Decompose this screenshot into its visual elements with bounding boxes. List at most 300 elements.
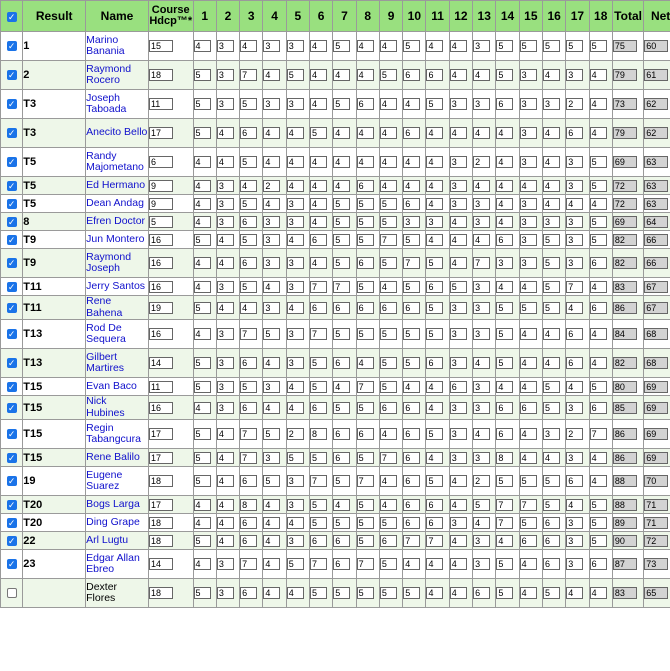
- hole-score-input[interactable]: 4: [543, 180, 560, 192]
- hole-score-input[interactable]: 5: [194, 381, 211, 393]
- hole-score-input[interactable]: 3: [520, 98, 537, 110]
- hole-score-input[interactable]: 5: [310, 381, 327, 393]
- hole-score-input[interactable]: 6: [496, 428, 513, 440]
- hole-score-input[interactable]: 3: [520, 156, 537, 168]
- hole-score-input[interactable]: 5: [310, 499, 327, 511]
- row-checkbox[interactable]: ✓: [7, 559, 16, 570]
- hole-score-input[interactable]: 4: [263, 558, 280, 570]
- hole-score-input[interactable]: 3: [473, 402, 490, 414]
- hole-score-input[interactable]: 7: [240, 69, 257, 81]
- hole-score-input[interactable]: 4: [543, 127, 560, 139]
- total-header[interactable]: Total: [612, 1, 643, 32]
- hole-score-input[interactable]: 4: [194, 216, 211, 228]
- hole-score-input[interactable]: 5: [263, 328, 280, 340]
- row-checkbox[interactable]: ✓: [7, 198, 16, 209]
- hole-score-input[interactable]: 5: [403, 587, 420, 599]
- course-hdcp-input[interactable]: 18: [149, 517, 173, 529]
- hole-score-input[interactable]: 4: [403, 180, 420, 192]
- hole-score-input[interactable]: 3: [473, 452, 490, 464]
- row-select-cell[interactable]: [1, 467, 23, 496]
- player-name-link[interactable]: Bogs Larga: [86, 497, 140, 510]
- row-checkbox[interactable]: ✓: [7, 302, 16, 313]
- hole-score-input[interactable]: 6: [403, 499, 420, 511]
- hole-score-input[interactable]: 4: [566, 302, 583, 314]
- hole-score-input[interactable]: 7: [333, 281, 350, 293]
- player-name-link[interactable]: Nick Hubines: [86, 395, 125, 419]
- hole-score-input[interactable]: 5: [380, 381, 397, 393]
- hole-score-input[interactable]: 6: [240, 216, 257, 228]
- hole-score-input[interactable]: 3: [287, 475, 304, 487]
- hole-score-input[interactable]: 4: [590, 328, 607, 340]
- hole-score-input[interactable]: 7: [426, 535, 443, 547]
- hole-score-input[interactable]: 7: [403, 535, 420, 547]
- hole-score-input[interactable]: 4: [450, 40, 467, 52]
- course-hdcp-input[interactable]: 18: [149, 587, 173, 599]
- hole-score-input[interactable]: 4: [426, 40, 443, 52]
- hole-score-input[interactable]: 4: [426, 127, 443, 139]
- hole-score-input[interactable]: 6: [590, 558, 607, 570]
- player-name-link[interactable]: Jerry Santos: [86, 279, 146, 292]
- hole-score-input[interactable]: 5: [333, 587, 350, 599]
- course-hdcp-input[interactable]: 18: [149, 535, 173, 547]
- hole-score-input[interactable]: 4: [590, 281, 607, 293]
- hole-score-input[interactable]: 3: [217, 198, 234, 210]
- hole-score-input[interactable]: 2: [566, 98, 583, 110]
- hole-score-input[interactable]: 7: [240, 452, 257, 464]
- course-hdcp-input[interactable]: 17: [149, 499, 173, 511]
- row-select-cell[interactable]: [1, 119, 23, 148]
- hole-score-input[interactable]: 3: [450, 517, 467, 529]
- hole-score-input[interactable]: 4: [194, 40, 211, 52]
- hole-score-input[interactable]: 4: [426, 452, 443, 464]
- hole-6-header[interactable]: 6: [310, 1, 333, 32]
- hole-score-input[interactable]: 4: [590, 98, 607, 110]
- player-name-link[interactable]: Efren Doctor: [86, 214, 146, 227]
- hole-score-input[interactable]: 3: [217, 40, 234, 52]
- hole-score-input[interactable]: 7: [240, 328, 257, 340]
- hole-13-header[interactable]: 13: [473, 1, 496, 32]
- hole-score-input[interactable]: 5: [590, 180, 607, 192]
- hole-score-input[interactable]: 7: [310, 328, 327, 340]
- hole-score-input[interactable]: 6: [403, 127, 420, 139]
- row-select-cell[interactable]: [1, 532, 23, 550]
- hole-score-input[interactable]: 4: [380, 180, 397, 192]
- hole-score-input[interactable]: 5: [496, 69, 513, 81]
- hole-score-input[interactable]: 8: [310, 428, 327, 440]
- hole-score-input[interactable]: 6: [380, 402, 397, 414]
- hole-score-input[interactable]: 6: [566, 475, 583, 487]
- hole-score-input[interactable]: 4: [263, 535, 280, 547]
- hole-score-input[interactable]: 5: [403, 357, 420, 369]
- row-select-cell[interactable]: [1, 496, 23, 514]
- player-name-link[interactable]: Randy Majometano: [86, 149, 144, 173]
- row-select-cell[interactable]: [1, 349, 23, 378]
- hole-score-input[interactable]: 3: [263, 216, 280, 228]
- hole-14-header[interactable]: 14: [496, 1, 519, 32]
- hole-score-input[interactable]: 3: [520, 69, 537, 81]
- hole-score-input[interactable]: 3: [566, 216, 583, 228]
- hole-18-header[interactable]: 18: [589, 1, 612, 32]
- hole-score-input[interactable]: 4: [543, 328, 560, 340]
- player-name-link[interactable]: Anecito Bello: [86, 126, 148, 139]
- hole-score-input[interactable]: 4: [473, 180, 490, 192]
- hole-score-input[interactable]: 4: [287, 180, 304, 192]
- hole-score-input[interactable]: 4: [380, 281, 397, 293]
- hole-score-input[interactable]: 4: [496, 156, 513, 168]
- hole-score-input[interactable]: 3: [473, 216, 490, 228]
- hole-score-input[interactable]: 5: [496, 357, 513, 369]
- hole-9-header[interactable]: 9: [379, 1, 402, 32]
- hole-score-input[interactable]: 7: [496, 517, 513, 529]
- hole-score-input[interactable]: 3: [473, 302, 490, 314]
- hole-score-input[interactable]: 7: [403, 257, 420, 269]
- hole-score-input[interactable]: 3: [263, 381, 280, 393]
- hole-score-input[interactable]: 4: [496, 216, 513, 228]
- hole-score-input[interactable]: 6: [357, 180, 374, 192]
- hole-score-input[interactable]: 5: [590, 517, 607, 529]
- hole-score-input[interactable]: 4: [450, 535, 467, 547]
- row-checkbox[interactable]: ✓: [7, 157, 16, 168]
- hole-score-input[interactable]: 4: [543, 156, 560, 168]
- hole-score-input[interactable]: 6: [357, 302, 374, 314]
- hole-score-input[interactable]: 4: [566, 381, 583, 393]
- hole-score-input[interactable]: 4: [520, 558, 537, 570]
- hole-score-input[interactable]: 5: [357, 587, 374, 599]
- hole-score-input[interactable]: 4: [357, 69, 374, 81]
- hole-score-input[interactable]: 3: [217, 328, 234, 340]
- hole-score-input[interactable]: 3: [450, 357, 467, 369]
- hole-score-input[interactable]: 4: [590, 475, 607, 487]
- hole-score-input[interactable]: 3: [520, 216, 537, 228]
- hole-score-input[interactable]: 6: [380, 535, 397, 547]
- hole-score-input[interactable]: 4: [450, 127, 467, 139]
- hole-score-input[interactable]: 6: [426, 499, 443, 511]
- hole-score-input[interactable]: 6: [426, 69, 443, 81]
- row-select-cell[interactable]: [1, 195, 23, 213]
- hole-score-input[interactable]: 5: [194, 475, 211, 487]
- hole-score-input[interactable]: 5: [333, 40, 350, 52]
- hole-score-input[interactable]: 3: [566, 517, 583, 529]
- row-select-cell[interactable]: [1, 213, 23, 231]
- hole-score-input[interactable]: 4: [263, 402, 280, 414]
- hole-score-input[interactable]: 5: [240, 381, 257, 393]
- player-name-link[interactable]: Ed Hermano: [86, 178, 146, 191]
- hole-score-input[interactable]: 4: [310, 216, 327, 228]
- hole-score-input[interactable]: 4: [310, 257, 327, 269]
- hole-score-input[interactable]: 4: [566, 198, 583, 210]
- hole-score-input[interactable]: 4: [450, 216, 467, 228]
- hole-score-input[interactable]: 4: [333, 499, 350, 511]
- hole-score-input[interactable]: 5: [194, 302, 211, 314]
- hole-score-input[interactable]: 5: [333, 517, 350, 529]
- hole-score-input[interactable]: 4: [450, 69, 467, 81]
- player-name-link[interactable]: Edgar Allan Ebreo: [86, 551, 140, 575]
- hole-score-input[interactable]: 5: [380, 69, 397, 81]
- hole-score-input[interactable]: 6: [543, 558, 560, 570]
- hole-score-input[interactable]: 5: [263, 428, 280, 440]
- hole-score-input[interactable]: 5: [240, 234, 257, 246]
- select-all-checkbox[interactable]: ✓: [7, 11, 16, 22]
- hole-score-input[interactable]: 5: [310, 357, 327, 369]
- name-header[interactable]: Name: [86, 1, 149, 32]
- hole-score-input[interactable]: 6: [426, 517, 443, 529]
- course-hdcp-input[interactable]: 14: [149, 357, 173, 369]
- hole-score-input[interactable]: 5: [496, 558, 513, 570]
- hole-score-input[interactable]: 3: [566, 402, 583, 414]
- hole-score-input[interactable]: 5: [194, 69, 211, 81]
- hole-score-input[interactable]: 4: [566, 499, 583, 511]
- hole-score-input[interactable]: 6: [357, 98, 374, 110]
- hole-score-input[interactable]: 4: [450, 499, 467, 511]
- hole-score-input[interactable]: 6: [426, 357, 443, 369]
- hole-score-input[interactable]: 4: [217, 428, 234, 440]
- hole-score-input[interactable]: 7: [310, 558, 327, 570]
- hole-score-input[interactable]: 7: [473, 257, 490, 269]
- hole-score-input[interactable]: 4: [263, 198, 280, 210]
- hole-score-input[interactable]: 3: [473, 40, 490, 52]
- hole-score-input[interactable]: 5: [287, 558, 304, 570]
- hole-score-input[interactable]: 5: [496, 475, 513, 487]
- row-select-cell[interactable]: [1, 320, 23, 349]
- hole-score-input[interactable]: 4: [263, 281, 280, 293]
- course-hdcp-input[interactable]: 16: [149, 402, 173, 414]
- course-hdcp-input[interactable]: 16: [149, 281, 173, 293]
- row-checkbox[interactable]: ✓: [7, 99, 16, 110]
- hole-score-input[interactable]: 3: [217, 216, 234, 228]
- hole-score-input[interactable]: 5: [357, 452, 374, 464]
- hole-score-input[interactable]: 4: [310, 156, 327, 168]
- hole-score-input[interactable]: 4: [194, 499, 211, 511]
- hole-score-input[interactable]: 4: [590, 69, 607, 81]
- hole-score-input[interactable]: 5: [403, 281, 420, 293]
- row-select-cell[interactable]: [1, 296, 23, 320]
- hole-score-input[interactable]: 6: [590, 257, 607, 269]
- hole-score-input[interactable]: 4: [217, 517, 234, 529]
- hole-score-input[interactable]: 4: [426, 558, 443, 570]
- hole-score-input[interactable]: 4: [194, 558, 211, 570]
- result-header[interactable]: Result: [23, 1, 86, 32]
- hole-8-header[interactable]: 8: [356, 1, 379, 32]
- hole-score-input[interactable]: 4: [450, 587, 467, 599]
- course-hdcp-input[interactable]: 9: [149, 180, 173, 192]
- row-select-cell[interactable]: [1, 249, 23, 278]
- hole-score-input[interactable]: 6: [403, 475, 420, 487]
- hole-score-input[interactable]: 5: [496, 328, 513, 340]
- hole-score-input[interactable]: 4: [403, 98, 420, 110]
- hole-score-input[interactable]: 4: [310, 69, 327, 81]
- hole-score-input[interactable]: 5: [310, 587, 327, 599]
- hole-score-input[interactable]: 4: [473, 517, 490, 529]
- hole-score-input[interactable]: 3: [566, 156, 583, 168]
- hole-score-input[interactable]: 4: [496, 127, 513, 139]
- hole-score-input[interactable]: 4: [496, 180, 513, 192]
- hole-score-input[interactable]: 5: [543, 402, 560, 414]
- hole-score-input[interactable]: 5: [194, 428, 211, 440]
- hole-score-input[interactable]: 4: [263, 156, 280, 168]
- hole-score-input[interactable]: 8: [240, 499, 257, 511]
- hole-score-input[interactable]: 3: [450, 402, 467, 414]
- hole-score-input[interactable]: 7: [357, 475, 374, 487]
- hole-score-input[interactable]: 3: [473, 558, 490, 570]
- row-select-cell[interactable]: [1, 378, 23, 396]
- hole-score-input[interactable]: 6: [240, 257, 257, 269]
- hole-score-input[interactable]: 5: [310, 127, 327, 139]
- hole-score-input[interactable]: 4: [520, 180, 537, 192]
- hole-score-input[interactable]: 4: [450, 558, 467, 570]
- hole-score-input[interactable]: 3: [450, 98, 467, 110]
- course-hdcp-input[interactable]: 11: [149, 98, 173, 110]
- row-select-cell[interactable]: [1, 278, 23, 296]
- hole-score-input[interactable]: 3: [520, 234, 537, 246]
- hole-score-input[interactable]: 3: [287, 257, 304, 269]
- hole-score-input[interactable]: 7: [357, 558, 374, 570]
- hole-score-input[interactable]: 7: [520, 499, 537, 511]
- hole-score-input[interactable]: 5: [380, 357, 397, 369]
- hole-score-input[interactable]: 4: [333, 127, 350, 139]
- hole-score-input[interactable]: 5: [543, 40, 560, 52]
- row-checkbox[interactable]: ✓: [7, 258, 16, 269]
- hole-score-input[interactable]: 5: [473, 499, 490, 511]
- hole-score-input[interactable]: 3: [217, 381, 234, 393]
- hole-score-input[interactable]: 4: [403, 381, 420, 393]
- hole-score-input[interactable]: 6: [496, 402, 513, 414]
- hole-score-input[interactable]: 3: [287, 198, 304, 210]
- hole-score-input[interactable]: 4: [380, 98, 397, 110]
- hole-score-input[interactable]: 5: [240, 156, 257, 168]
- hole-score-input[interactable]: 4: [357, 40, 374, 52]
- hole-score-input[interactable]: 6: [333, 357, 350, 369]
- hole-score-input[interactable]: 5: [426, 257, 443, 269]
- hole-2-header[interactable]: 2: [216, 1, 239, 32]
- row-select-cell[interactable]: [1, 420, 23, 449]
- hole-score-input[interactable]: 3: [287, 98, 304, 110]
- hole-score-input[interactable]: 4: [287, 156, 304, 168]
- hole-score-input[interactable]: 3: [217, 558, 234, 570]
- hole-score-input[interactable]: 6: [333, 535, 350, 547]
- hole-score-input[interactable]: 5: [357, 517, 374, 529]
- hole-score-input[interactable]: 6: [357, 257, 374, 269]
- player-name-link[interactable]: Evan Baco: [86, 379, 137, 392]
- hole-score-input[interactable]: 4: [333, 180, 350, 192]
- hole-score-input[interactable]: 5: [590, 156, 607, 168]
- hole-score-input[interactable]: 5: [590, 40, 607, 52]
- hole-score-input[interactable]: 3: [217, 587, 234, 599]
- hole-score-input[interactable]: 5: [357, 234, 374, 246]
- hole-score-input[interactable]: 5: [194, 587, 211, 599]
- course-hdcp-header[interactable]: [148, 1, 193, 32]
- hole-score-input[interactable]: 4: [496, 381, 513, 393]
- hole-score-input[interactable]: 4: [263, 587, 280, 599]
- hole-score-input[interactable]: 3: [543, 216, 560, 228]
- hole-score-input[interactable]: 3: [450, 198, 467, 210]
- hole-score-input[interactable]: 4: [287, 587, 304, 599]
- hole-score-input[interactable]: 6: [333, 452, 350, 464]
- hole-score-input[interactable]: 6: [240, 475, 257, 487]
- hole-score-input[interactable]: 6: [310, 234, 327, 246]
- row-checkbox[interactable]: ✓: [7, 429, 16, 440]
- hole-score-input[interactable]: 4: [333, 69, 350, 81]
- hole-score-input[interactable]: 5: [496, 587, 513, 599]
- hole-score-input[interactable]: 4: [217, 499, 234, 511]
- hole-score-input[interactable]: 5: [194, 127, 211, 139]
- row-select-cell[interactable]: [1, 550, 23, 579]
- hole-score-input[interactable]: 5: [357, 198, 374, 210]
- hole-score-input[interactable]: 4: [543, 198, 560, 210]
- player-name-link[interactable]: Eugene Suarez: [86, 468, 123, 492]
- hole-score-input[interactable]: 3: [263, 40, 280, 52]
- hole-score-input[interactable]: 5: [357, 216, 374, 228]
- hole-score-input[interactable]: 5: [287, 452, 304, 464]
- hole-score-input[interactable]: 3: [566, 180, 583, 192]
- net-header[interactable]: Net: [644, 1, 670, 32]
- hole-score-input[interactable]: 4: [426, 180, 443, 192]
- hole-score-input[interactable]: 6: [566, 328, 583, 340]
- course-hdcp-input[interactable]: 11: [149, 381, 173, 393]
- hole-score-input[interactable]: 5: [380, 328, 397, 340]
- hole-score-input[interactable]: 6: [426, 281, 443, 293]
- hole-score-input[interactable]: 4: [310, 198, 327, 210]
- hole-score-input[interactable]: 4: [310, 180, 327, 192]
- hole-score-input[interactable]: 2: [473, 156, 490, 168]
- player-name-link[interactable]: Raymond Rocero: [86, 62, 132, 86]
- hole-score-input[interactable]: 5: [450, 281, 467, 293]
- hole-score-input[interactable]: 7: [496, 499, 513, 511]
- hole-score-input[interactable]: 4: [287, 381, 304, 393]
- hole-score-input[interactable]: 3: [473, 98, 490, 110]
- hole-score-input[interactable]: 2: [263, 180, 280, 192]
- hole-score-input[interactable]: 4: [380, 428, 397, 440]
- hole-score-input[interactable]: 3: [450, 156, 467, 168]
- hole-5-header[interactable]: 5: [286, 1, 309, 32]
- course-hdcp-input[interactable]: 6: [149, 156, 173, 168]
- hole-score-input[interactable]: 5: [310, 452, 327, 464]
- hole-score-input[interactable]: 5: [426, 302, 443, 314]
- hole-score-input[interactable]: 3: [403, 216, 420, 228]
- hole-score-input[interactable]: 5: [240, 98, 257, 110]
- hole-score-input[interactable]: 5: [357, 281, 374, 293]
- hole-score-input[interactable]: 3: [287, 281, 304, 293]
- hole-score-input[interactable]: 6: [240, 357, 257, 369]
- hole-score-input[interactable]: 5: [403, 328, 420, 340]
- hole-score-input[interactable]: 4: [194, 402, 211, 414]
- hole-score-input[interactable]: 3: [566, 257, 583, 269]
- hole-score-input[interactable]: 5: [543, 381, 560, 393]
- hole-score-input[interactable]: 5: [520, 40, 537, 52]
- hole-score-input[interactable]: 4: [333, 381, 350, 393]
- hole-score-input[interactable]: 4: [217, 156, 234, 168]
- hole-score-input[interactable]: 3: [263, 98, 280, 110]
- hole-score-input[interactable]: 5: [543, 499, 560, 511]
- hole-score-input[interactable]: 4: [310, 98, 327, 110]
- hole-score-input[interactable]: 5: [380, 587, 397, 599]
- hole-score-input[interactable]: 4: [473, 127, 490, 139]
- hole-score-input[interactable]: 6: [380, 302, 397, 314]
- hole-score-input[interactable]: 5: [380, 198, 397, 210]
- hole-score-input[interactable]: 3: [520, 198, 537, 210]
- hole-score-input[interactable]: 5: [403, 40, 420, 52]
- hole-score-input[interactable]: 3: [496, 257, 513, 269]
- hole-score-input[interactable]: 5: [426, 98, 443, 110]
- hole-score-input[interactable]: 4: [473, 428, 490, 440]
- course-hdcp-input[interactable]: 17: [149, 127, 173, 139]
- hole-score-input[interactable]: 4: [217, 127, 234, 139]
- hole-score-input[interactable]: 4: [520, 328, 537, 340]
- hole-score-input[interactable]: 3: [217, 357, 234, 369]
- hole-score-input[interactable]: 4: [473, 234, 490, 246]
- row-checkbox[interactable]: ✓: [7, 329, 16, 340]
- hole-score-input[interactable]: 3: [287, 357, 304, 369]
- hole-score-input[interactable]: 6: [566, 357, 583, 369]
